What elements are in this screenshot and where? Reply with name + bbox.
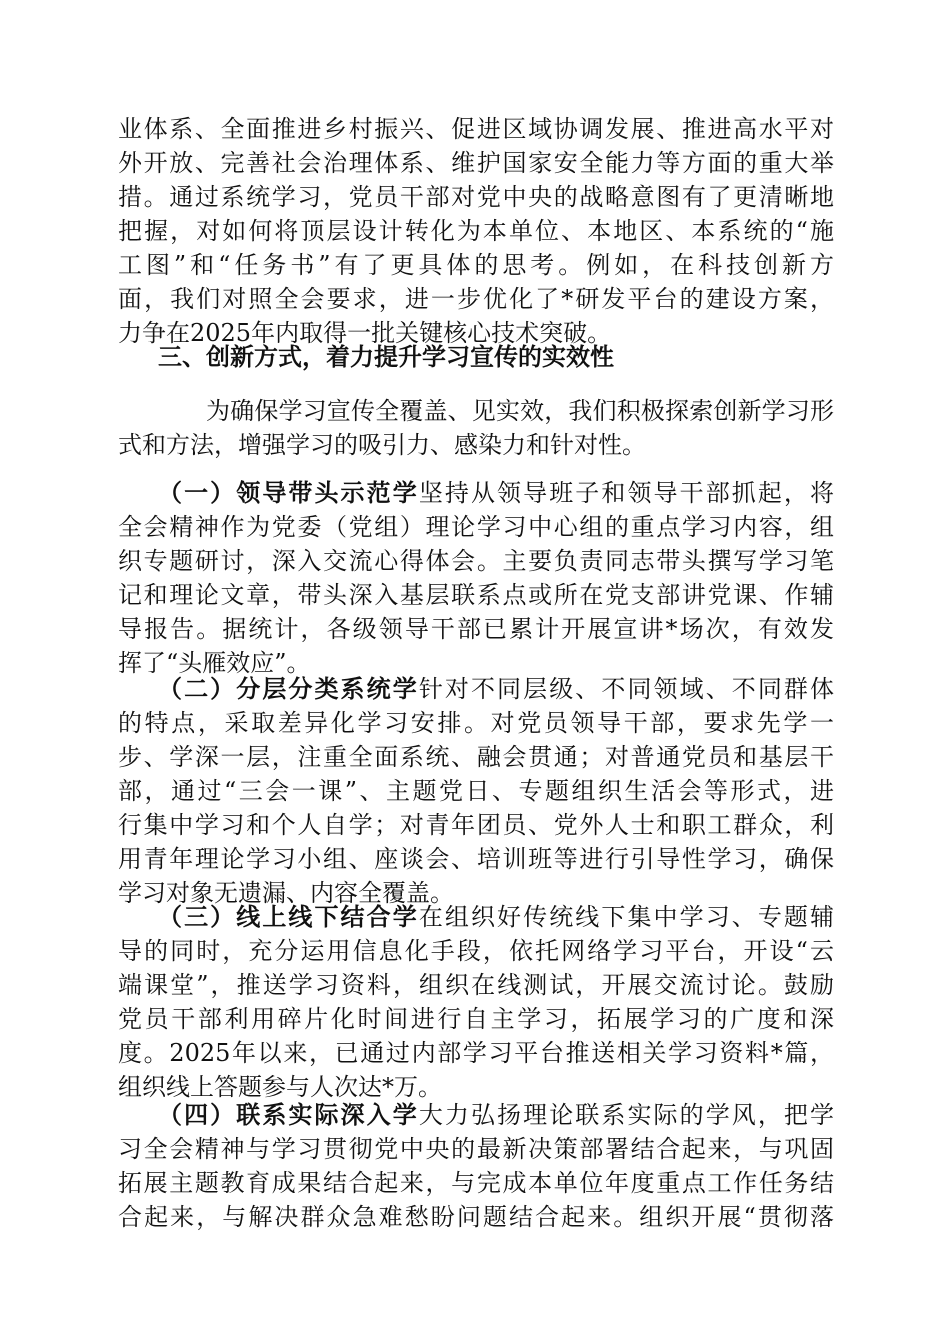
text-line [118,476,834,510]
text-line: 度。2025年以来，已通过内部学习平台推送相关学习资料*篇， [118,1039,834,1067]
text-line: 全会精神作为党委（党组）理论学习中心组的重点学习内容，组 [118,513,834,541]
text-line: 工图”和“任务书”有了更具体的思考。例如，在科技创新方 [118,251,834,279]
text-line: 导报告。据统计，各级领导干部已累计开展宣讲*场次，有效发 [118,615,834,643]
text-line: 力争在2025年内取得一批关键核心技术突破。 [118,319,612,347]
item-lead-heading: （一）领导带头示范学 [158,479,419,507]
item-lead-heading: （四）联系实际深入学 [158,1101,419,1129]
text-line: 拓展主题教育成果结合起来，与完成本单位年度重点工作任务结 [118,1169,834,1197]
text-line: 面，我们对照全会要求，进一步优化了*研发平台的建设方案， [118,285,834,313]
section-heading: 三、创新方式，着力提升学习宣传的实效性 [158,343,614,371]
text-line: 学习对象无遗漏、内容全覆盖。 [118,879,454,907]
text-line: 措。通过系统学习，党员干部对党中央的战略意图有了更清晰地 [118,183,834,211]
text-line [118,900,834,934]
text-line [118,672,834,706]
text-line: 业体系、全面推进乡村振兴、促进区域协调发展、推进高水平对 [118,115,834,143]
text-fragment: 针对不同层级、不同领域、不同群体 [418,675,835,703]
text-line: 用青年理论学习小组、座谈会、培训班等进行引导性学习，确保 [118,845,834,873]
text-line: 党员干部利用碎片化时间进行自主学习，拓展学习的广度和深 [118,1005,834,1033]
item-online-offline-paragraph [118,900,834,1104]
text-line: 记和理论文章，带头深入基层联系点或所在党支部讲党课、作辅 [118,581,834,609]
item-lead-heading: （三）线上线下结合学 [158,903,419,931]
section-intro-paragraph [118,394,834,462]
item-practice-paragraph [118,1098,834,1234]
text-fragment: 在组织好传统线下集中学习、专题辅 [418,903,835,931]
text-fragment: 坚持从领导班子和领导干部抓起，将 [418,479,835,507]
paragraph-continuation [118,112,834,350]
text-line [118,1098,834,1132]
text-line: 行集中学习和个人自学；对青年团员、党外人士和职工群众，利 [118,811,834,839]
item-layered-paragraph [118,672,834,910]
text-line: 组织线上答题参与人次达*万。 [118,1073,442,1101]
item-lead-heading: （二）分层分类系统学 [158,675,419,703]
text-line: 端课堂”，推送学习资料，组织在线测试，开展交流讨论。鼓励 [118,971,834,999]
text-line: 习全会精神与学习贯彻党中央的最新决策部署结合起来，与巩固 [118,1135,834,1163]
text-line: 导的同时，充分运用信息化手段，依托网络学习平台，开设“云 [118,937,834,965]
text-line: 合起来，与解决群众急难愁盼问题结合起来。组织开展“贯彻落 [118,1203,834,1231]
item-leaders-paragraph [118,476,834,680]
text-fragment: 大力弘扬理论联系实际的学风，把学 [418,1101,835,1129]
text-line: 式和方法，增强学习的吸引力、感染力和针对性。 [118,431,646,459]
text-line: 部，通过“三会一课”、主题党日、专题组织生活会等形式，进 [118,777,834,805]
text-line: 为确保学习宣传全覆盖、见实效，我们积极探索创新学习形 [206,397,834,425]
text-line: 织专题研讨，深入交流心得体会。主要负责同志带头撰写学习笔 [118,547,834,575]
text-line: 的特点，采取差异化学习安排。对党员领导干部，要求先学一 [118,709,834,737]
text-line: 外开放、完善社会治理体系、维护国家安全能力等方面的重大举 [118,149,834,177]
text-line: 把握，对如何将顶层设计转化为本单位、本地区、本系统的“施 [118,217,834,245]
text-line: 步、学深一层，注重全面系统、融会贯通；对普通党员和基层干 [118,743,834,771]
text-line: 挥了“头雁效应”。 [118,649,311,677]
